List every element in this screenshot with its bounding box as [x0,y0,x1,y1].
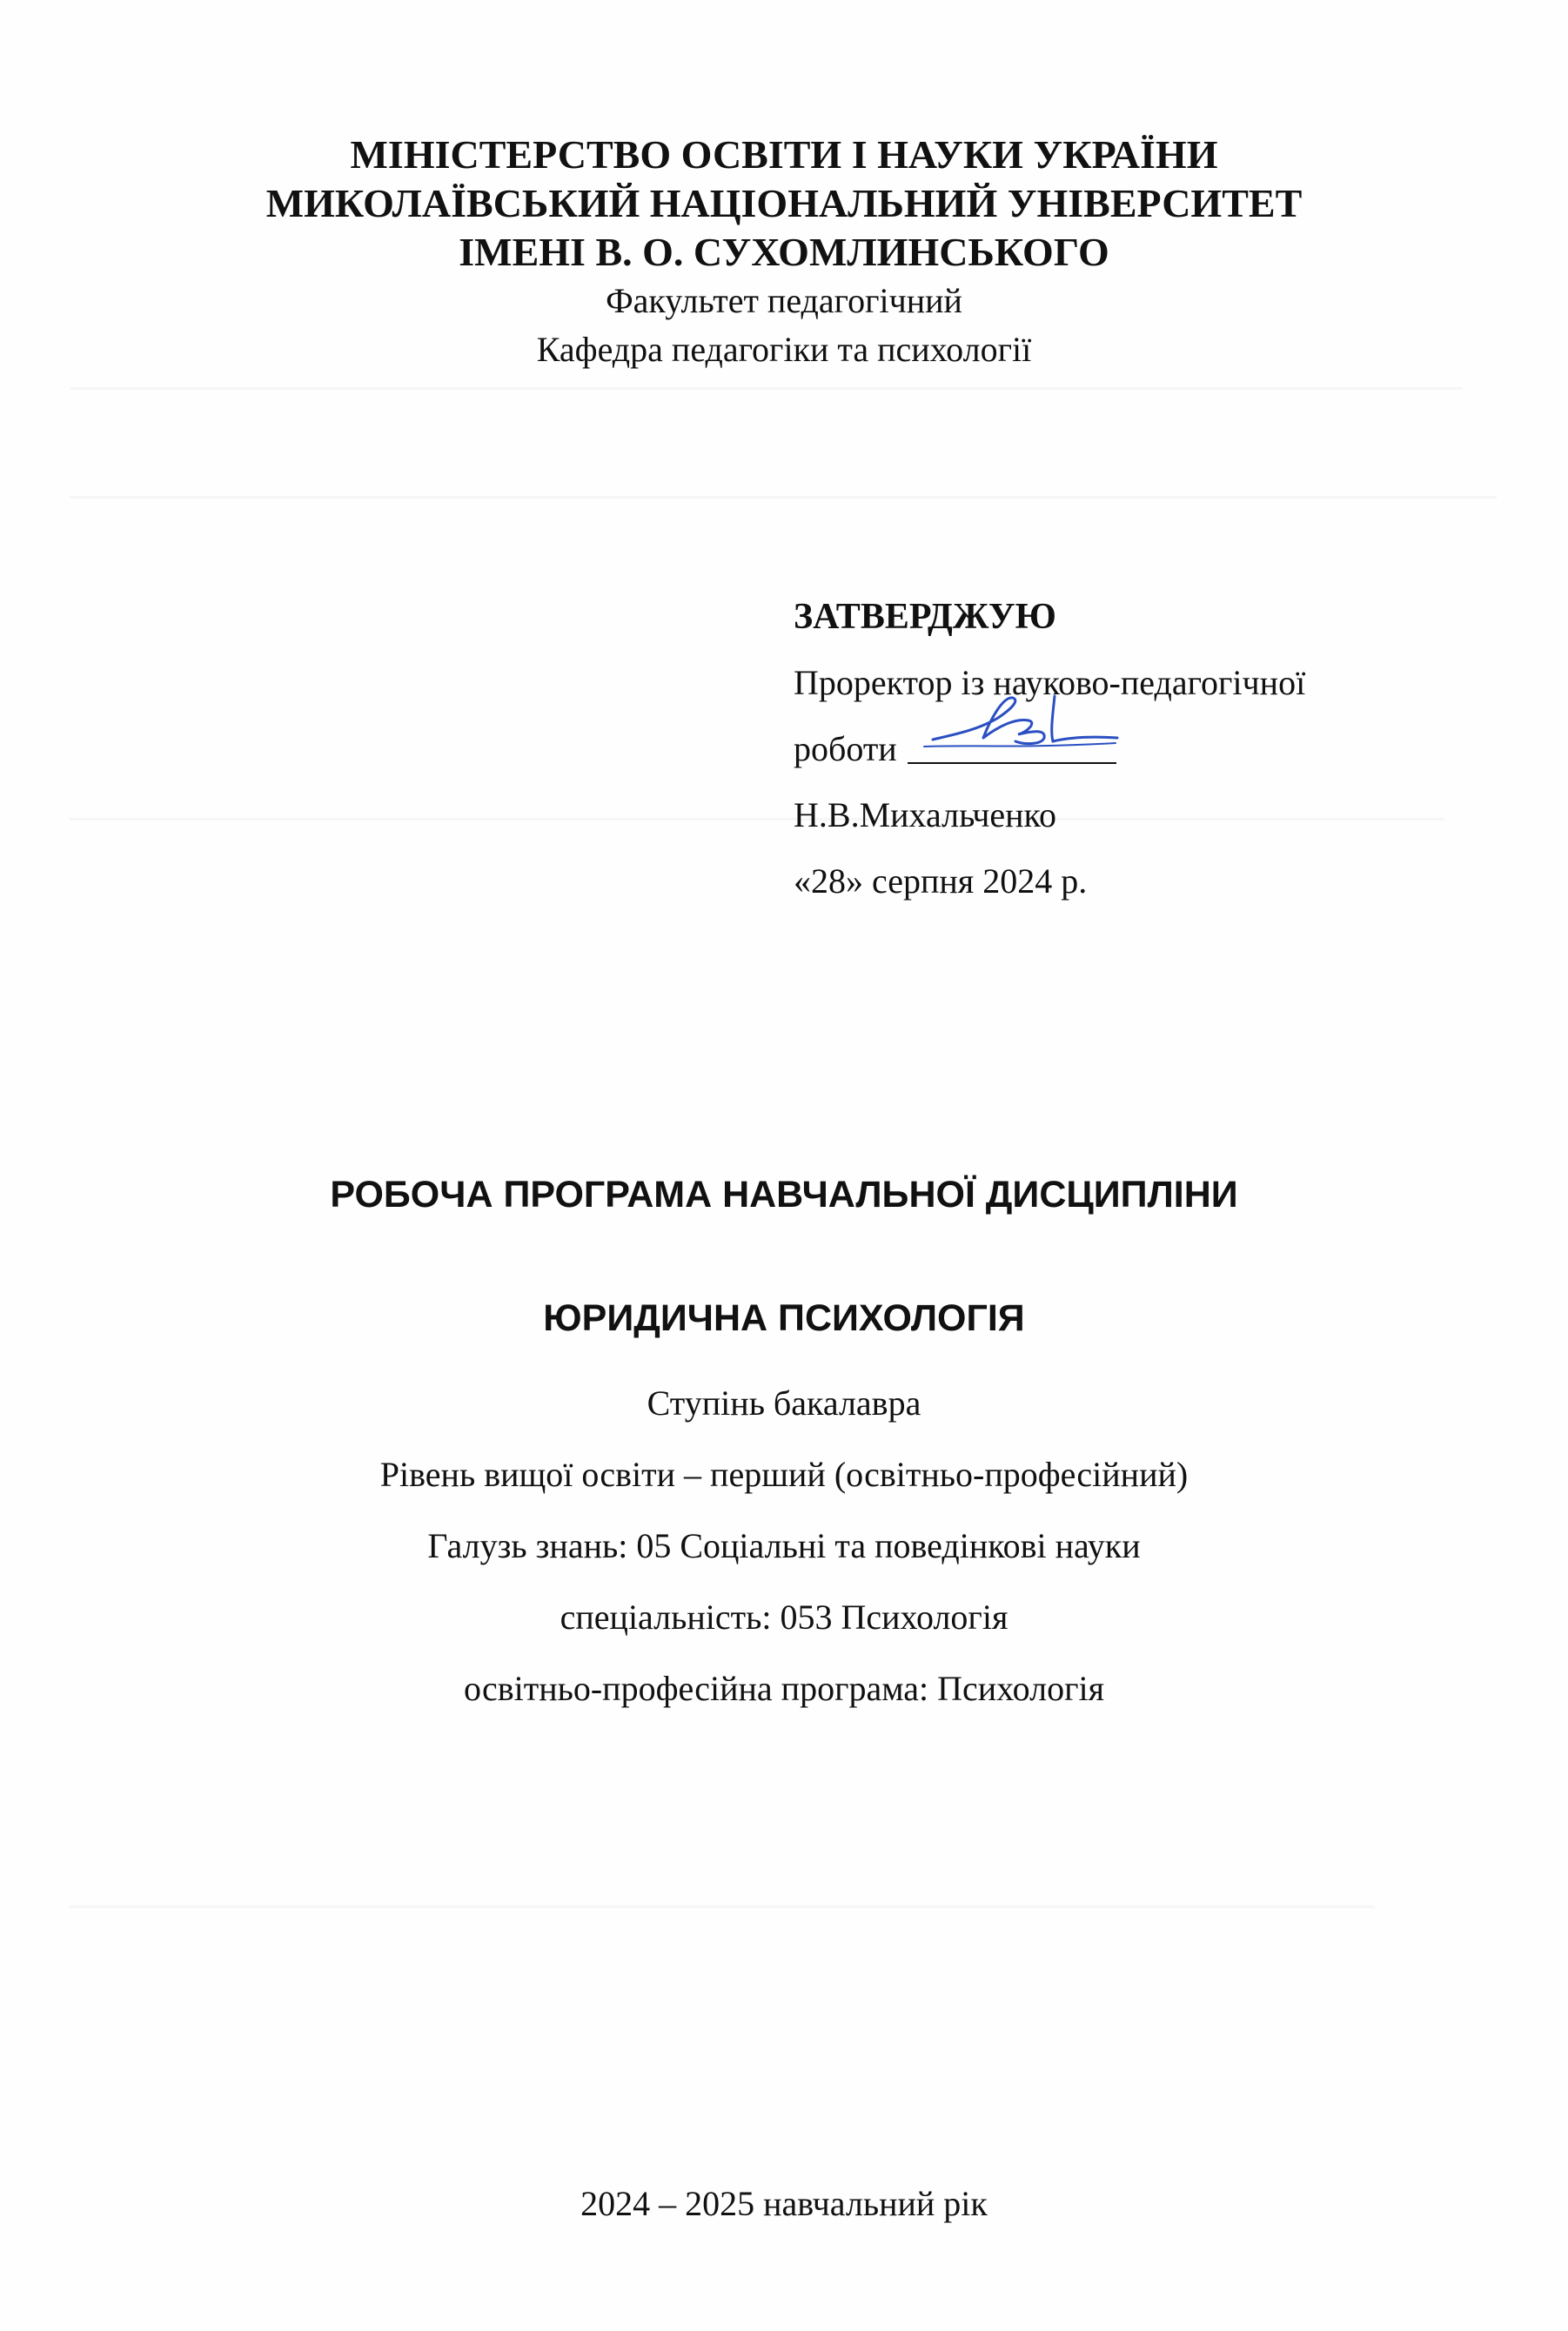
academic-year: 2024 – 2025 навчальний рік [580,2184,988,2223]
scan-artifact [70,496,1497,499]
approver-position-line1: Проректор із науково-педагогічної [794,663,1306,702]
approval-title: ЗАТВЕРДЖУЮ [794,597,1056,637]
faculty-name: Факультет педагогічний [606,281,962,320]
program-line: освітньо-професійна програма: Психологія [463,1669,1105,1708]
university-name-line2: ІМЕНІ В. О. СУХОМЛИНСЬКОГО [459,230,1109,274]
approval-stamp-block [794,592,1472,922]
discipline-name: ЮРИДИЧНА ПСИХОЛОГІЯ [543,1297,1025,1339]
approver-name: Н.В.Михальченко [794,795,1056,834]
specialty-line: спеціальність: 053 Психологія [560,1598,1008,1637]
handwritten-signature [915,687,1124,757]
education-level-line: Рівень вищої освіти – перший (освітньо-професійний) [379,1455,1189,1494]
approval-date: «28» серпня 2024 р. [794,861,1088,901]
ministry-name: МІНІСТЕРСТВО ОСВІТИ І НАУКИ УКРАЇНИ [350,132,1218,177]
approver-position-line2: роботи [794,729,897,768]
signature-row [794,724,1472,774]
document-title-block [0,1170,1568,1343]
institution-header [0,131,1568,374]
scan-artifact [70,387,1462,390]
department-name: Кафедра педагогіки та психології [536,330,1032,369]
scan-artifact [70,1906,1375,1908]
document-title: РОБОЧА ПРОГРАМА НАВЧАЛЬНОЇ ДИСЦИПЛІНИ [330,1174,1238,1216]
university-name-line1: МИКОЛАЇВСЬКИЙ НАЦІОНАЛЬНИЙ УНІВЕРСИТЕТ [265,181,1303,225]
signature-line [908,762,1116,764]
program-info [0,1379,1568,1736]
degree-line: Ступінь бакалавра [647,1383,921,1423]
field-of-knowledge-line: Галузь знань: 05 Соціальні та поведінкові науки [427,1526,1141,1565]
